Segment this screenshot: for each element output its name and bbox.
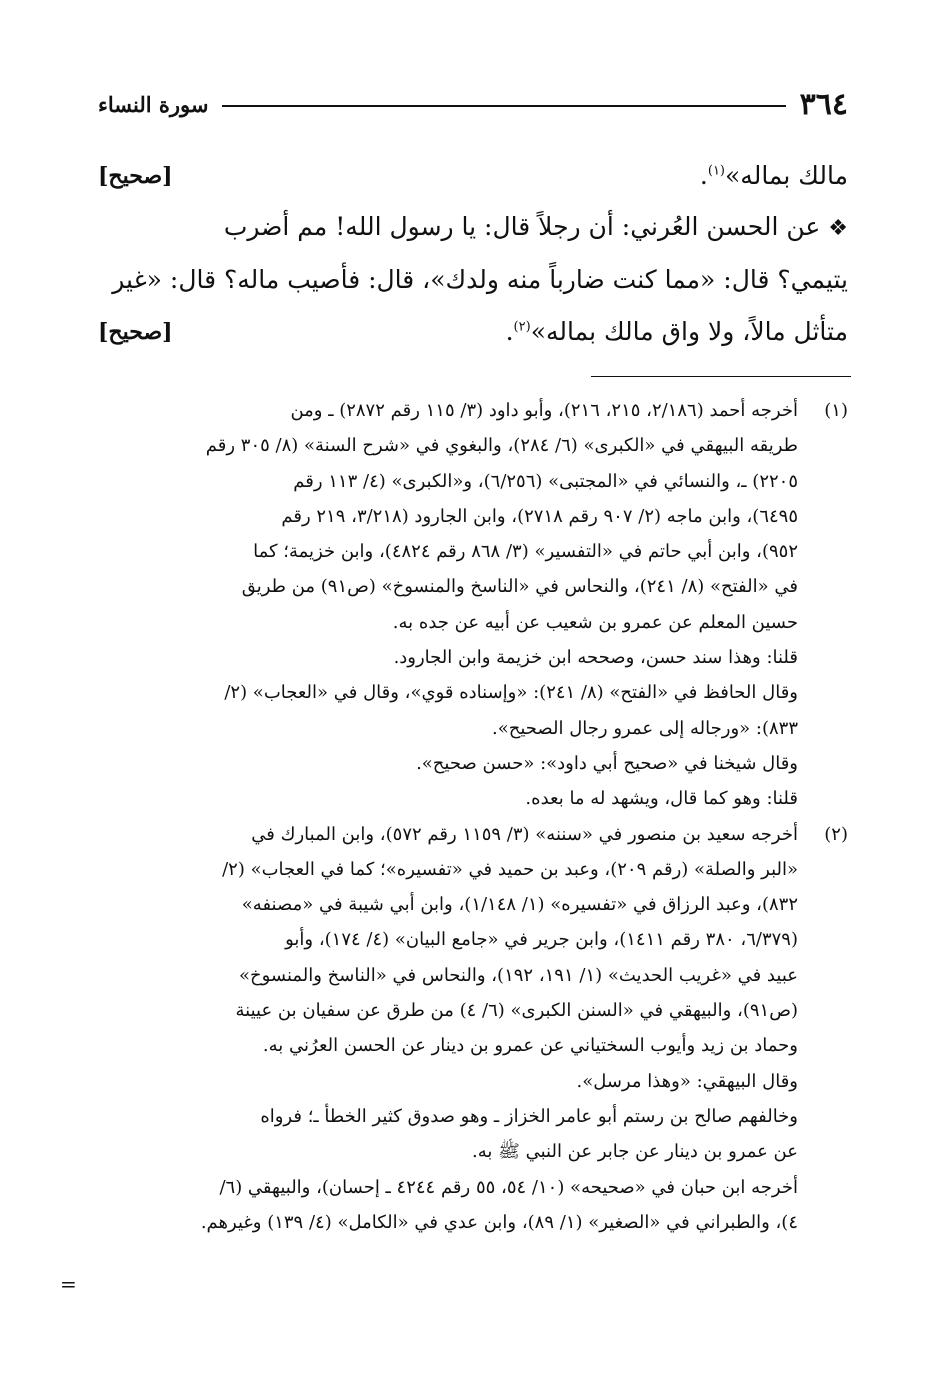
page-number: ٣٦٤ (799, 86, 848, 122)
footnote-2-line: (٢) أخرجه سعيد بن منصور في «سننه» (٣/ ١١٥٩ رقم ٥٧٢)، وابن المبارك في (98, 817, 848, 852)
surah-title: سورة النساء (98, 91, 209, 117)
footnote-ref-2[interactable]: (٢) (513, 319, 531, 335)
footnote-1-line: ٦٤٩٥)، وابن ماجه (٢/ ٩٠٧ رقم ٢٧١٨)، وابن الجارود (٣/٢١٨، ٢١٩ رقم (281, 505, 798, 527)
footnote-1-line: وقال شيخنا في «صحيح أبي داود»: «حسن صحيح». (416, 752, 798, 774)
footnote-1-line: ٩٥٢)، وابن أبي حاتم في «التفسير» (٣/ ٨٦٨ رقم ٤٨٢٤)، وابن خزيمة؛ كما (253, 541, 798, 563)
footnote-2-number: (٢) (824, 823, 848, 845)
footnote-1-line: طريقه البيهقي في «الكبرى» (٦/ ٢٨٤)، والبغوي في «شرح السنة» (٨/ ٣٠٥ رقم (205, 435, 798, 457)
footnote-2-line: (ص٩١)، والبيهقي في «السنن الكبرى» (٦/ ٤) من طرق عن سفيان بن عيينة (235, 1000, 798, 1022)
footnote-2-line: وخالفهم صالح بن رستم أبو عامر الخزاز ـ وهو صدوق كثير الخطأ ـ؛ فرواه (260, 1105, 798, 1127)
footnote-2-line: وحماد بن زيد وأيوب السختياني عن عمرو بن دينار عن الحسن العرُني به. (262, 1035, 798, 1057)
footnote-2-line: أخرجه ابن حبان في «صحيحه» (١٠/ ٥٤، ٥٥ رقم ٤٢٤٤ ـ إحسان)، والبيهقي (٦/ (219, 1176, 798, 1198)
main-line-4 (98, 306, 848, 358)
footnote-1-line: وقال الحافظ في «الفتح» (٨/ ٢٤١): «وإسناده قوي»، وقال في «العجاب» (٢/ (224, 682, 798, 704)
footnote-1-line: حسين المعلم عن عمرو بن شعيب عن أبيه عن جده به. (392, 611, 798, 633)
continuation-mark: = (60, 1272, 77, 1296)
footnote-ref-1[interactable]: (١) (707, 163, 725, 179)
footnote-1-line: في «الفتح» (٨/ ٢٤١)، والنحاس في «الناسخ والمنسوخ» (ص٩١) من طريق (241, 576, 798, 598)
footnote-1-line: (١) أخرجه أحمد (٢/١٨٦، ٢١٥، ٢١٦)، وأبو داود (٣/ ١١٥ رقم ٢٨٧٢) ـ ومن (98, 393, 848, 428)
footnote-2-line: (٦/٣٧٩، ٣٨٠ رقم ١٤١١)، وابن جرير في «جامع البيان» (٤/ ١٧٤)، وأبو (285, 929, 798, 951)
footnote-2-line: عبيد في «غريب الحديث» (١/ ١٩١، ١٩٢)، والنحاس في «الناسخ والمنسوخ» (238, 964, 798, 986)
footnote-2-line: وقال البيهقي: «وهذا مرسل». (576, 1070, 798, 1092)
page-header (98, 86, 848, 122)
main-line-2 (98, 202, 848, 254)
footnote-2-line: عن عمرو بن دينار عن جابر عن النبي ﷺ به. (472, 1141, 798, 1163)
footnote-2-line: «البر والصلة» (رقم ٢٠٩)، وعبد بن حميد في «تفسيره»؛ كما في العجاب» (٢/ (222, 858, 798, 880)
main-line-2-text: ❖ عن الحسن العُرني: أن رجلاً قال: يا رسول الله! مم أضرب (223, 212, 848, 241)
footnote-1-number: (١) (824, 400, 848, 421)
footnote-2-line: ٨٣٢)، وعبد الرزاق في «تفسيره» (١/ ١/١٤٨)، وابن أبي شيبة في «مصنفه» (241, 894, 798, 916)
header-rule (222, 105, 785, 107)
footnotes (98, 393, 848, 1240)
grade-label-2: [صحيح] (98, 319, 173, 345)
main-line-3 (98, 254, 848, 306)
footnote-1-line: قلنا: وهو كما قال، ويشهد له ما بعده. (525, 788, 798, 810)
footnote-separator (591, 376, 851, 377)
grade-label-1: [صحيح] (98, 163, 173, 189)
ornament-icon: ❖ (828, 216, 848, 241)
main-line-1-text: مالك بماله»$^{(١)}$. (699, 161, 848, 190)
footnote-2-line: ٤)، والطبراني في «الصغير» (١/ ٨٩)، وابن عدي في «الكامل» (٤/ ١٣٩) وغيرهم. (200, 1211, 798, 1233)
main-line-1 (98, 150, 848, 202)
footnote-1-line: ٨٣٣): «ورجاله إلى عمرو رجال الصحيح». (492, 717, 798, 739)
main-line-3-text: يتيمي؟ قال: «مما كنت ضارباً منه ولدك»، قال: فأصيب ماله؟ قال: «غير (112, 265, 848, 294)
main-line-4-text: متأثل مالاً، ولا واق مالك بماله»$^{(٢)}$. (505, 317, 848, 346)
footnote-1-line: قلنا: وهذا سند حسن، وصححه ابن خزيمة وابن الجارود. (393, 647, 798, 669)
footnote-1-line: ٢٢٠٥) ـ، والنسائي في «المجتبى» (٦/٢٥٦)، و«الكبرى» (٤/ ١١٣ رقم (293, 470, 798, 492)
main-text (98, 150, 848, 358)
